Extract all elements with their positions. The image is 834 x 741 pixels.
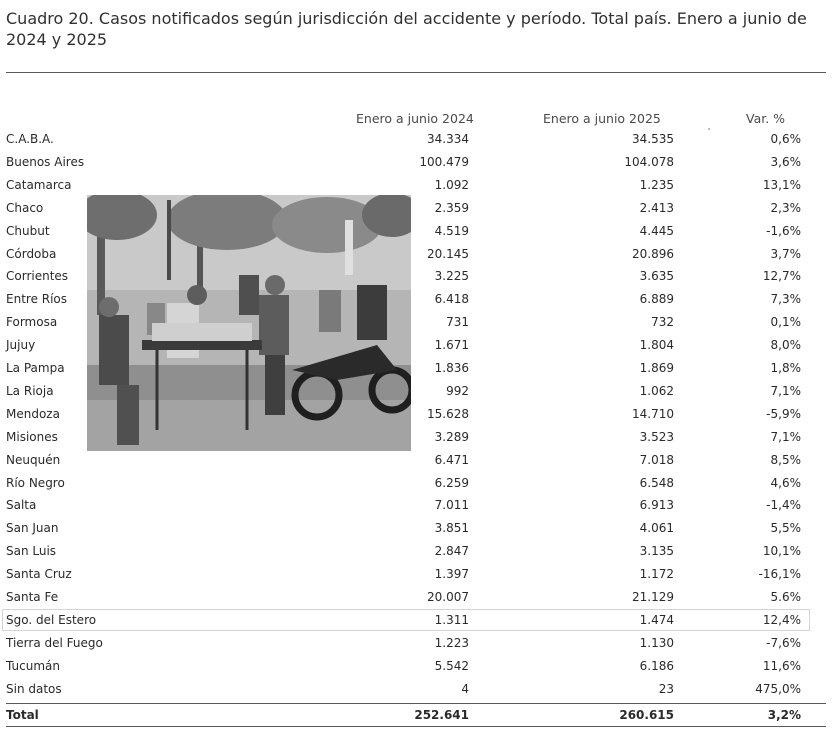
row-name: Santa Cruz — [6, 567, 72, 582]
row-value-2025: 7.018 — [639, 452, 674, 467]
table-row — [0, 494, 834, 517]
row-value-2025: 20.896 — [632, 246, 674, 261]
row-value-2025: 6.548 — [639, 475, 674, 490]
row-variation: 1,8% — [770, 361, 801, 375]
total-label: Total — [6, 708, 39, 722]
row-name: Tierra del Fuego — [6, 635, 103, 650]
row-variation: 7,3% — [770, 292, 801, 307]
row-variation: 12,7% — [762, 269, 801, 284]
row-variation: 2,3% — [770, 200, 801, 215]
row-value-2024: 7.011 — [434, 498, 469, 513]
row-value-2025: 6.889 — [639, 292, 674, 307]
row-name: Córdoba — [6, 246, 57, 261]
row-value-2024: 6.259 — [434, 475, 469, 490]
row-variation: 13,1% — [762, 177, 801, 192]
table-row — [0, 540, 834, 563]
row-variation: -7,6% — [766, 635, 801, 650]
row-name: Río Negro — [6, 475, 65, 490]
row-value-2024: 6.418 — [434, 292, 469, 307]
title-divider — [6, 72, 826, 73]
row-variation: 7,1% — [770, 429, 801, 444]
row-value-2024: 1.836 — [434, 361, 469, 375]
row-value-2024: 2.359 — [434, 200, 469, 215]
row-value-2024: 1.223 — [434, 635, 469, 650]
column-header-2025: Enero a junio 2025 — [543, 111, 661, 126]
row-value-2024: 3.289 — [434, 429, 469, 444]
row-value-2025: 1.062 — [639, 383, 674, 398]
total-2025: 260.615 — [619, 708, 674, 722]
row-value-2024: 3.225 — [434, 269, 469, 284]
table-row — [0, 609, 834, 632]
row-variation: 12,4% — [762, 612, 801, 627]
row-variation: 7,1% — [770, 383, 801, 398]
row-value-2025: 6.913 — [639, 498, 674, 513]
row-value-2024: 5.542 — [434, 658, 469, 673]
table-row — [0, 174, 834, 197]
row-value-2024: 3.851 — [434, 521, 469, 536]
row-value-2024: 1.311 — [434, 612, 469, 627]
table-row — [0, 586, 834, 609]
row-value-2025: 14.710 — [632, 406, 674, 421]
row-variation: -1,6% — [766, 223, 801, 238]
row-name: Entre Ríos — [6, 292, 68, 307]
row-value-2024: 2.847 — [434, 544, 469, 559]
row-variation: 10,1% — [762, 544, 801, 559]
row-value-2025: 21.129 — [632, 590, 674, 604]
row-value-2025: 2.413 — [639, 200, 674, 215]
row-variation: 4,6% — [770, 475, 801, 490]
row-variation: 5.6% — [770, 590, 801, 604]
column-header-2024: Enero a junio 2024 — [356, 111, 474, 126]
row-name: C.A.B.A. — [6, 132, 54, 146]
row-variation: 0,1% — [770, 315, 801, 330]
row-name: La Pampa — [6, 361, 65, 375]
row-variation: -1,4% — [766, 498, 801, 513]
row-value-2024: 1.671 — [434, 338, 469, 353]
row-name: Chubut — [6, 223, 50, 238]
row-value-2025: 1.869 — [639, 361, 674, 375]
row-variation: -16,1% — [758, 567, 801, 582]
row-value-2024: 6.471 — [434, 452, 469, 467]
row-variation: 3,6% — [770, 154, 801, 169]
row-name: Santa Fe — [6, 590, 59, 604]
overlay-photo — [87, 195, 411, 451]
row-variation: 475,0% — [755, 681, 801, 696]
row-name: Corrientes — [6, 269, 69, 284]
row-value-2025: 1.172 — [639, 567, 674, 582]
row-value-2025: 4.061 — [639, 521, 674, 536]
row-value-2024: 731 — [446, 315, 469, 330]
row-name: La Rioja — [6, 383, 54, 398]
row-name: Chaco — [6, 200, 44, 215]
row-value-2025: 1.804 — [639, 338, 674, 353]
row-value-2025: 23 — [658, 681, 674, 696]
table-row — [0, 128, 834, 151]
row-value-2025: 104.078 — [624, 154, 674, 169]
row-value-2025: 3.523 — [639, 429, 674, 444]
row-name: Neuquén — [6, 452, 61, 467]
row-value-2024: 4.519 — [434, 223, 469, 238]
row-name: Catamarca — [6, 177, 72, 192]
total-var: 3,2% — [767, 708, 801, 722]
row-name: Sgo. del Estero — [6, 612, 97, 627]
table-row — [0, 449, 834, 472]
table-row — [0, 632, 834, 655]
row-value-2025: 6.186 — [639, 658, 674, 673]
row-value-2024: 34.334 — [427, 132, 469, 146]
row-variation: 5,5% — [770, 521, 801, 536]
row-value-2024: 4 — [461, 681, 469, 696]
row-variation: 8,5% — [770, 452, 801, 467]
row-name: Tucumán — [6, 658, 60, 673]
row-name: Salta — [6, 498, 37, 513]
row-name: Misiones — [6, 429, 58, 444]
row-name: San Juan — [6, 521, 59, 536]
column-header-var: Var. % — [746, 111, 786, 126]
table-row — [0, 655, 834, 678]
row-variation: -5,9% — [766, 406, 801, 421]
row-value-2024: 992 — [446, 383, 469, 398]
row-value-2024: 20.007 — [427, 590, 469, 604]
total-2024: 252.641 — [414, 708, 469, 722]
row-value-2024: 20.145 — [427, 246, 469, 261]
row-name: Sin datos — [6, 681, 62, 696]
row-value-2025: 3.635 — [639, 269, 674, 284]
row-variation: 8,0% — [770, 338, 801, 353]
table-row — [0, 472, 834, 495]
row-value-2025: 4.445 — [639, 223, 674, 238]
row-value-2025: 34.535 — [632, 132, 674, 146]
row-value-2024: 15.628 — [427, 406, 469, 421]
table-row — [0, 517, 834, 540]
row-variation: 0,6% — [770, 132, 801, 146]
row-variation: 3,7% — [770, 246, 801, 261]
row-name: Jujuy — [6, 338, 36, 353]
row-name: Mendoza — [6, 406, 60, 421]
row-value-2024: 100.479 — [419, 154, 469, 169]
total-divider-bottom — [6, 726, 826, 727]
row-name: Formosa — [6, 315, 58, 330]
row-name: San Luis — [6, 544, 57, 559]
table-row — [0, 678, 834, 701]
row-value-2025: 3.135 — [639, 544, 674, 559]
table-row — [0, 563, 834, 586]
photo-illustration — [87, 195, 411, 451]
row-variation: 11,6% — [762, 658, 801, 673]
row-value-2024: 1.397 — [434, 567, 469, 582]
row-value-2025: 732 — [651, 315, 674, 330]
row-value-2025: 1.474 — [639, 612, 674, 627]
table-row — [0, 151, 834, 174]
total-row — [0, 704, 834, 727]
row-value-2025: 1.130 — [639, 635, 674, 650]
row-value-2025: 1.235 — [639, 177, 674, 192]
row-name: Buenos Aires — [6, 154, 85, 169]
table-title: Cuadro 20. Casos notificados según jurisdicción del accidente y período. Total país. Enero a junio de 2024 y 2025 — [6, 9, 807, 49]
row-value-2024: 1.092 — [434, 177, 469, 192]
